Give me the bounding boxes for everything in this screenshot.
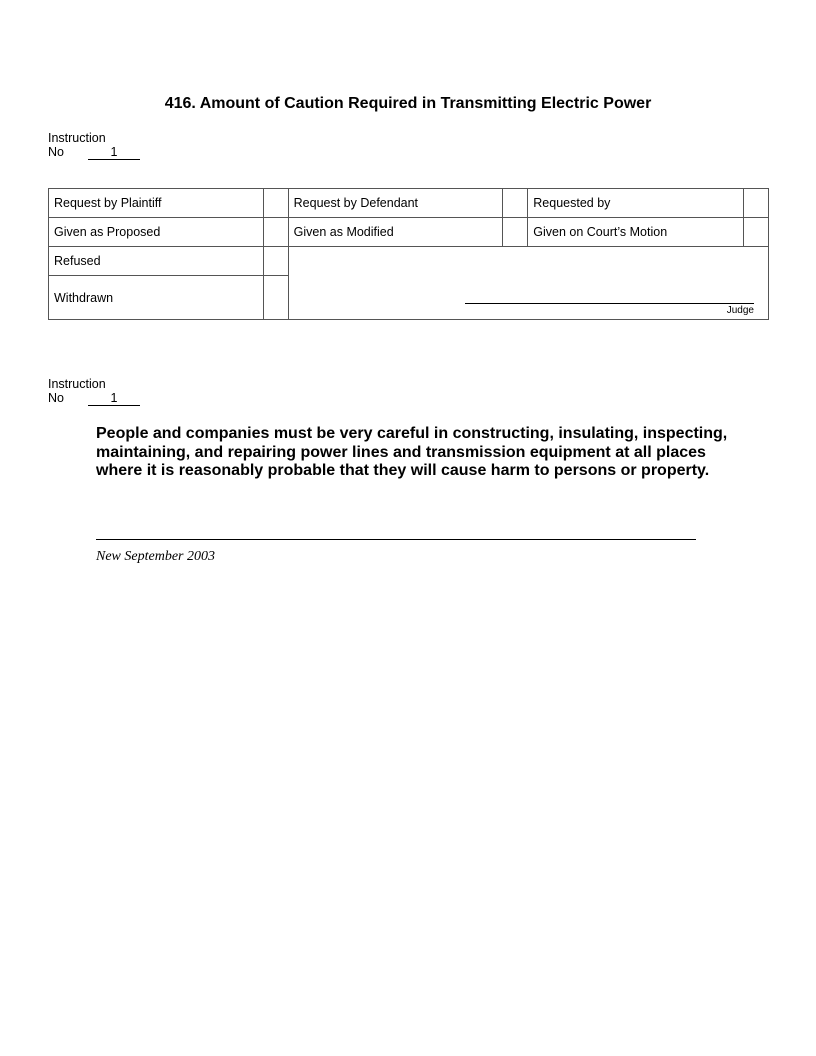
no-label: No	[48, 145, 64, 159]
request-by-plaintiff-label: Request by Plaintiff	[49, 189, 264, 218]
given-on-courts-motion-label: Given on Court’s Motion	[528, 218, 744, 247]
no-label: No	[48, 391, 64, 405]
given-as-proposed-checkbox[interactable]	[263, 218, 288, 247]
judge-label: Judge	[726, 305, 754, 316]
given-on-courts-motion-checkbox[interactable]	[743, 218, 768, 247]
instruction-body: People and companies must be very careful in constructing, insulating, inspecting, maintaining, and repairing power lines and transmission equipment at all places where it is reasonably probable that they will cause harm to persons or property.	[96, 425, 728, 479]
request-by-defendant-checkbox[interactable]	[503, 189, 528, 218]
requested-by-checkbox[interactable]	[743, 189, 768, 218]
request-by-plaintiff-checkbox[interactable]	[263, 189, 288, 218]
revision-date: New September 2003	[96, 549, 215, 564]
withdrawn-checkbox[interactable]	[263, 276, 288, 320]
requested-by-label: Requested by	[528, 189, 744, 218]
given-as-modified-label: Given as Modified	[288, 218, 503, 247]
judge-signature-area	[288, 247, 768, 320]
page-title: 416. Amount of Caution Required in Transmitting Electric Power	[164, 95, 652, 112]
instruction-label: Instruction	[48, 131, 106, 145]
divider-line	[96, 539, 696, 540]
withdrawn-label: Withdrawn	[49, 276, 264, 320]
request-by-defendant-label: Request by Defendant	[288, 189, 503, 218]
instruction-number: 1	[88, 146, 140, 160]
refused-checkbox[interactable]	[263, 247, 288, 276]
given-as-proposed-label: Given as Proposed	[49, 218, 264, 247]
instruction-label: Instruction	[48, 377, 106, 391]
instruction-number-bottom	[48, 377, 140, 406]
instruction-disposition-table	[48, 188, 769, 320]
instruction-number-top	[48, 131, 140, 160]
instruction-number: 1	[88, 392, 140, 406]
judge-signature-line[interactable]	[465, 303, 754, 304]
given-as-modified-checkbox[interactable]	[503, 218, 528, 247]
refused-label: Refused	[49, 247, 264, 276]
